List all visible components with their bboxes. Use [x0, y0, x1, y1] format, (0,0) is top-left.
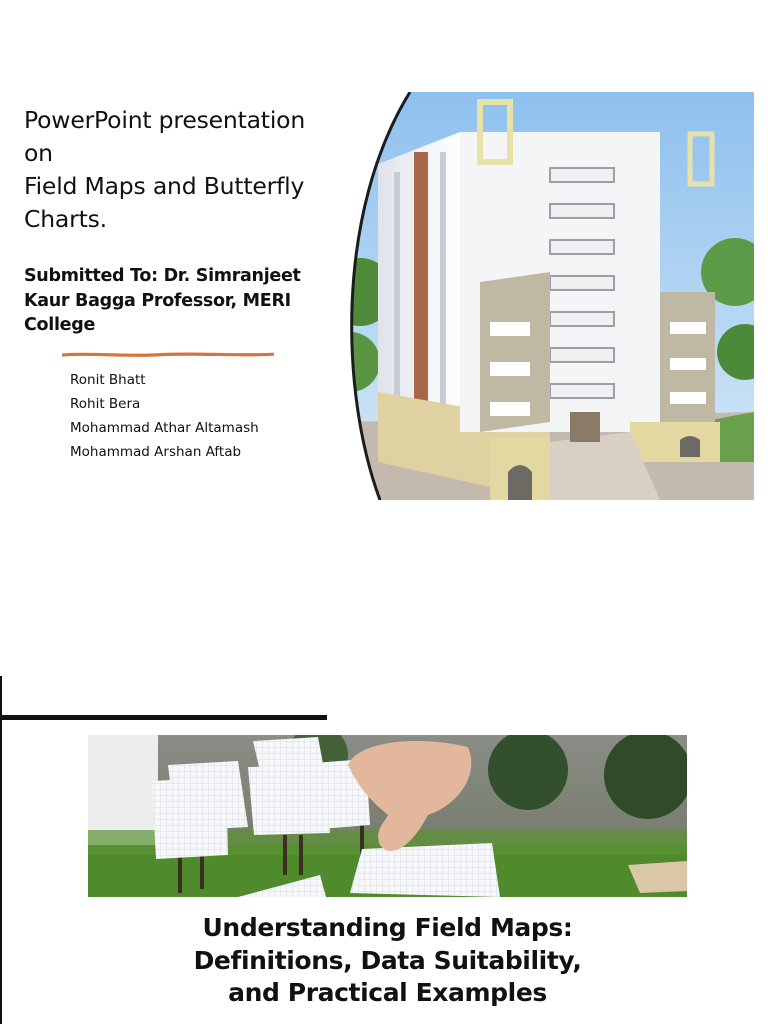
presentation-title	[24, 104, 344, 236]
orange-underline	[62, 350, 274, 360]
building-photo	[340, 92, 754, 500]
author-name: Mohammad Arshan Aftab	[70, 444, 242, 460]
field-maps-slide	[0, 672, 768, 1024]
title-line: on	[24, 139, 53, 167]
submitted-to: Submitted To: Dr. Simranjeet Kaur Bagga Professor, MERI College	[24, 266, 301, 335]
heading-line: and Practical Examples	[228, 978, 547, 1007]
top-divider	[0, 715, 327, 720]
title-slide	[0, 78, 768, 508]
title-line: Field Maps and Butterfly	[24, 172, 305, 200]
heading-line: Definitions, Data Suitability,	[193, 945, 582, 975]
author-name: Ronit Bhatt	[70, 372, 146, 388]
author-name: Mohammad Athar Altamash	[70, 420, 259, 436]
slide-heading	[88, 912, 687, 1010]
field-maps-photo	[88, 735, 687, 897]
title-line: Charts.	[24, 205, 107, 233]
left-divider	[0, 676, 2, 1024]
title-line: PowerPoint presentation	[24, 106, 306, 134]
heading-line: Understanding Field Maps:	[202, 913, 573, 942]
author-list	[70, 368, 259, 464]
author-name: Rohit Bera	[70, 396, 141, 412]
